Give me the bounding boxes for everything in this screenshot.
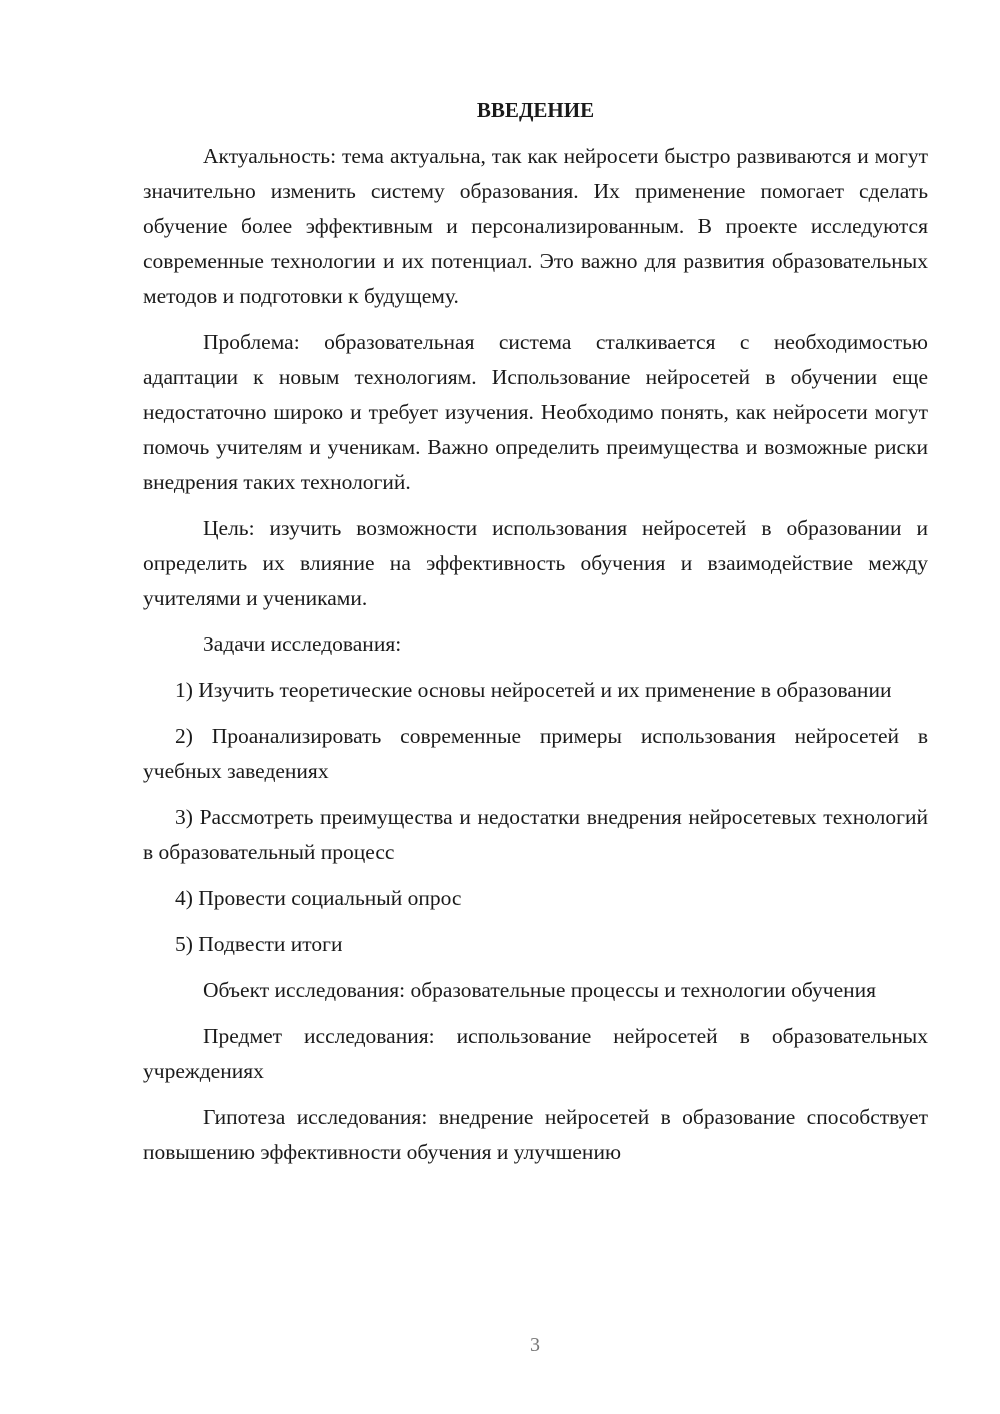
relevance-paragraph: Актуальность: тема актуальна, так как нейросети быстро развиваются и могут значительно изменить систему образования. Их применение помогает сделать обучение более эффективным и персонализированным. В проекте исследуются современные технологии и их потенциал. Это важно для развития образовательных методов и подготовки к будущему. — [143, 144, 928, 308]
object-paragraph: Объект исследования: образовательные процессы и технологии обучения — [203, 978, 877, 1002]
tasks-heading: Задачи исследования: — [203, 632, 402, 656]
page-number: 3 — [530, 1334, 540, 1356]
goal-paragraph: Цель: изучить возможности использования нейросетей в образовании и определить их влияние на эффективность обучения и взаимодействие между учителями и учениками. — [143, 516, 928, 610]
task-item-2: 2) Проанализировать современные примеры использования нейросетей в учебных заведениях — [143, 724, 928, 783]
page-content — [143, 96, 928, 1181]
problem-paragraph: Проблема: образовательная система сталкивается с необходимостью адаптации к новым технологиям. Использование нейросетей в обучении еще недостаточно широко и требует изучения. Необходимо понять, как нейросети могут помочь учителям и ученикам. Важно определить преимущества и возможные риски внедрения таких технологий. — [143, 330, 928, 494]
hypothesis-paragraph: Гипотеза исследования: внедрение нейросетей в образование способствует повышению эффективности обучения и улучшению — [143, 1105, 928, 1164]
task-item-5: 5) Подвести итоги — [175, 932, 343, 956]
subject-paragraph: Предмет исследования: использование нейросетей в образовательных учреждениях — [143, 1024, 928, 1083]
task-item-3: 3) Рассмотреть преимущества и недостатки внедрения нейросетевых технологий в образовательный процесс — [143, 805, 928, 864]
task-item-4: 4) Провести социальный опрос — [175, 886, 462, 910]
task-item-1: 1) Изучить теоретические основы нейросетей и их применение в образовании — [175, 678, 892, 702]
page-title: ВВЕДЕНИЕ — [476, 98, 595, 122]
